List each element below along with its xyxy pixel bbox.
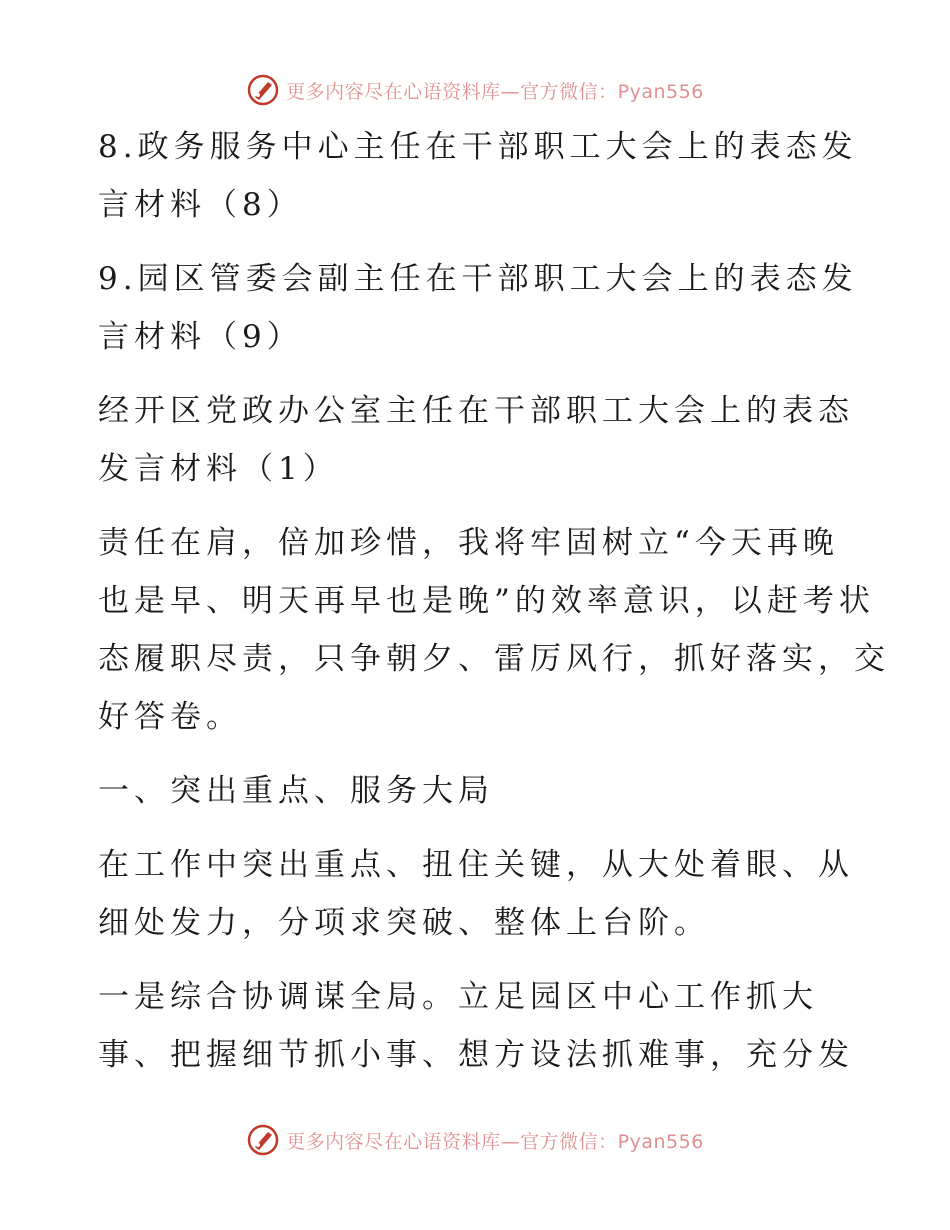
pen-nib-logo-icon	[246, 73, 280, 107]
text-line: 9.园区管委会副主任在干部职工大会上的表态发	[98, 261, 858, 297]
document-body	[98, 118, 890, 1084]
paragraph	[98, 382, 858, 498]
watermark-footer	[0, 1120, 950, 1160]
paragraph	[98, 250, 858, 366]
text-line: 发言材料（1）	[98, 451, 339, 487]
section-heading	[98, 762, 858, 820]
paragraph	[98, 836, 858, 952]
text-line: 8.政务服务中心主任在干部职工大会上的表态发	[98, 129, 858, 165]
text-line: 在工作中突出重点、扭住关键，从大处着眼、从	[98, 847, 854, 883]
text-line: 言材料（9）	[98, 319, 303, 355]
pen-nib-logo-icon	[246, 1123, 280, 1157]
text-line: 责任在肩，倍加珍惜，我将牢固树立“今天再晚	[98, 525, 839, 561]
text-line: 好答卷。	[98, 699, 242, 735]
text-line: 事、把握细节抓小事、想方设法抓难事，充分发	[98, 1037, 854, 1073]
text-line: 言材料（8）	[98, 187, 303, 223]
watermark-text: 更多内容尽在心语资料库—官方微信：Pyan556	[286, 80, 704, 103]
watermark-text: 更多内容尽在心语资料库—官方微信：Pyan556	[286, 1130, 704, 1153]
paragraph	[98, 514, 890, 746]
paragraph	[98, 118, 858, 234]
paragraph	[98, 968, 858, 1084]
watermark-header	[0, 70, 950, 110]
text-line: 也是早、明天再早也是晚”的效率意识，以赶考状	[98, 583, 875, 619]
text-line: 态履职尽责，只争朝夕、雷厉风行，抓好落实，交	[98, 641, 890, 677]
text-line: 一是综合协调谋全局。立足园区中心工作抓大	[98, 979, 818, 1015]
text-line: 细处发力，分项求突破、整体上台阶。	[98, 905, 710, 941]
text-line: 经开区党政办公室主任在干部职工大会上的表态	[98, 393, 854, 429]
text-line: 一、突出重点、服务大局	[98, 773, 494, 809]
